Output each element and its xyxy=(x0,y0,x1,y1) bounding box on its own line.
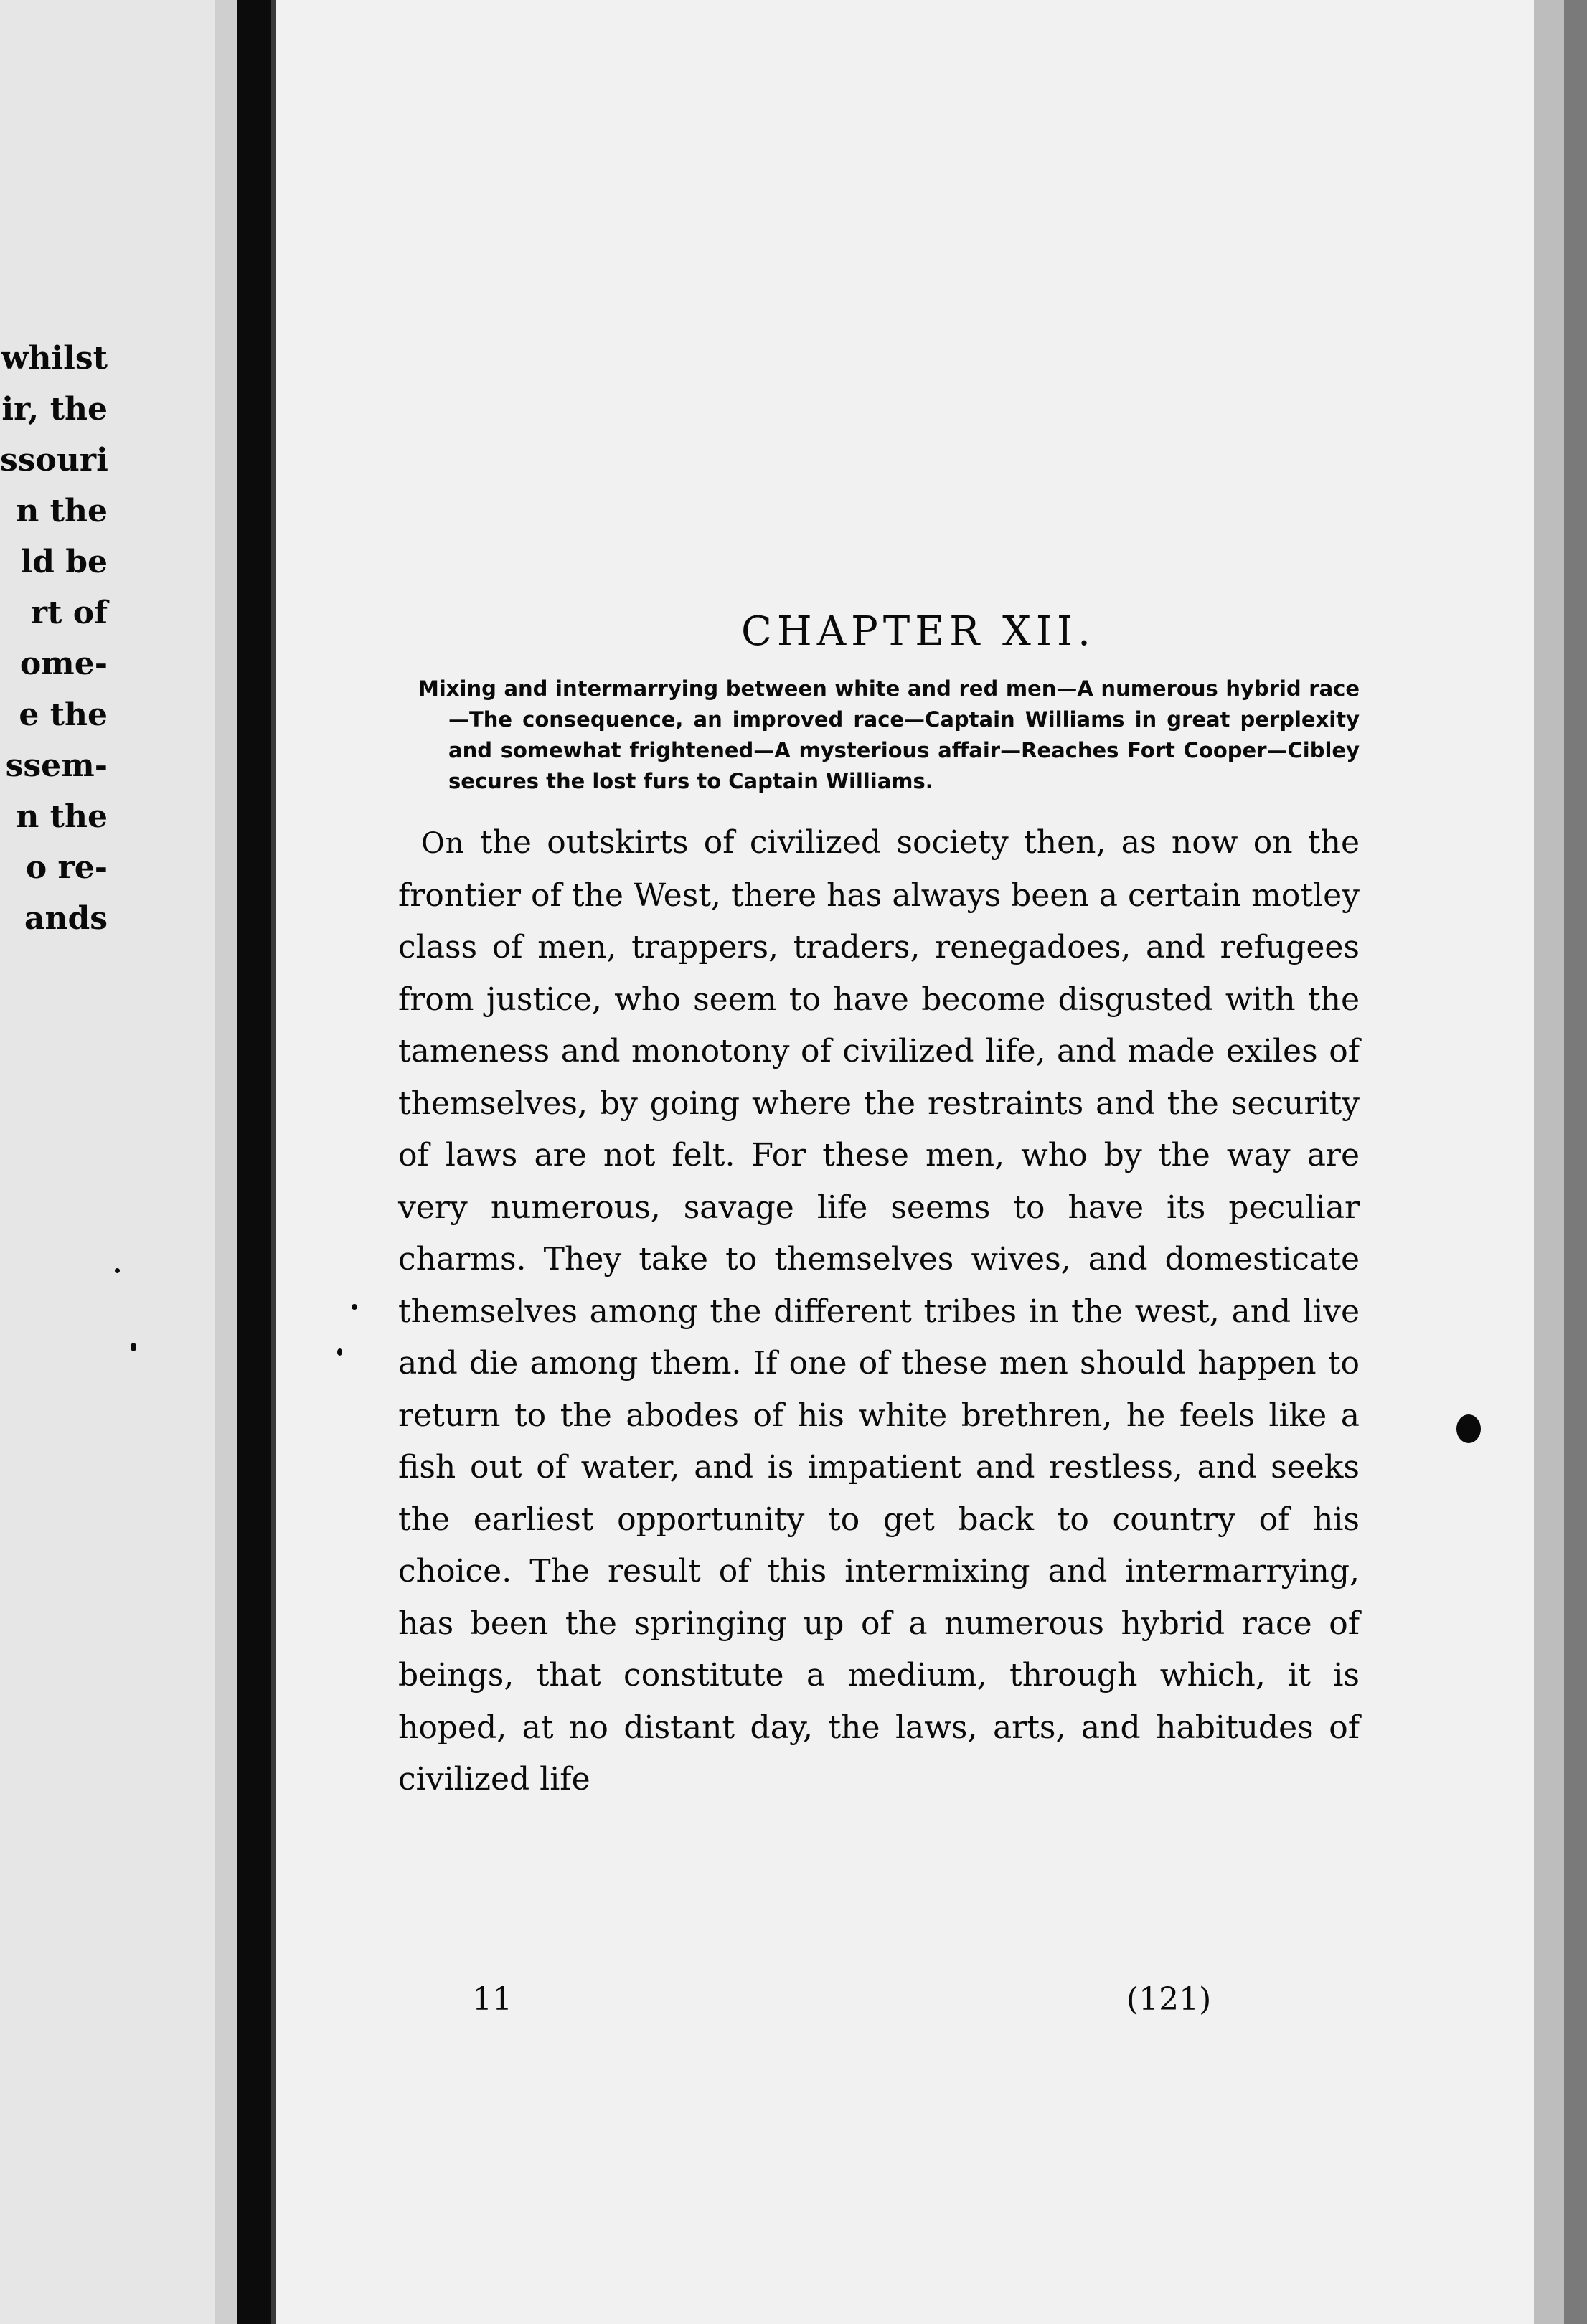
signature-mark: 11 xyxy=(472,1981,512,2018)
chapter-title: CHAPTER XII. xyxy=(741,608,1096,655)
opening-word: On xyxy=(421,827,465,860)
left-fragment-line: n the xyxy=(16,798,108,835)
book-gutter xyxy=(237,0,271,2324)
left-fragment-line: ssouri xyxy=(0,442,108,478)
left-fragment-line: ands xyxy=(24,900,108,937)
left-facing-page xyxy=(0,0,237,2324)
left-page-text-fragments xyxy=(0,333,108,944)
ink-speck xyxy=(352,1304,357,1310)
left-fragment-line: e the xyxy=(19,696,108,733)
left-fragment-line: n the xyxy=(16,493,108,529)
left-fragment-line: rt of xyxy=(30,595,108,631)
chapter-synopsis: Mixing and intermarrying between white and red men—A numerous hybrid race—The consequence, an improved race—Captain Williams in great perplexity and somewhat frightened—A mysterious affair—Reaches Fort Cooper—Cibley secures the lost furs to Captain Williams. xyxy=(418,676,1360,793)
left-fragment-line: ld be xyxy=(20,544,108,580)
show-through-area xyxy=(402,337,1421,610)
left-fragment-line: whilst xyxy=(1,340,108,377)
ink-speck xyxy=(131,1343,136,1351)
left-fragment-line: o re- xyxy=(25,849,108,886)
page-number: (121) xyxy=(1126,1981,1212,2018)
ink-spot xyxy=(1456,1414,1481,1443)
body-paragraph: the outskirts of civilized society then, as now on the frontier of the West, there has always been a certain motley class of men, trappers, traders, renegadoes, and refugees from justice, who seem to have become disgusted with the tameness and monotony of civilized life, and made exiles of themselves, by going where the restraints and the security of laws are not felt. For these men, who by the way are very numerous, savage life seems to have its peculiar charms. They take to themselves wives, and domesticate themselves among the different tribes in the west, and live and die among them. If one of these men should happen to return to the abodes of his white brethren, he feels like a fish out of water, and is impatient and restless, and seeks the earliest opportunity to get back to country of his choice. The result of this intermixing and intermarrying, has been the springing up of a numerous hybrid race of beings, that constitute a medium, through which, it is hoped, at no distant day, the laws, arts, and habitudes of civilized life xyxy=(398,824,1360,1798)
left-fragment-line: ir, the xyxy=(1,391,108,428)
ink-speck xyxy=(337,1348,342,1356)
page-content xyxy=(398,608,1360,1806)
left-fragment-line: ssem- xyxy=(5,747,108,784)
scan-border xyxy=(1564,0,1587,2324)
left-page-shadow xyxy=(215,0,237,2324)
left-fragment-line: ome- xyxy=(19,646,108,682)
chapter-body xyxy=(398,817,1360,1806)
ink-speck xyxy=(115,1268,120,1273)
